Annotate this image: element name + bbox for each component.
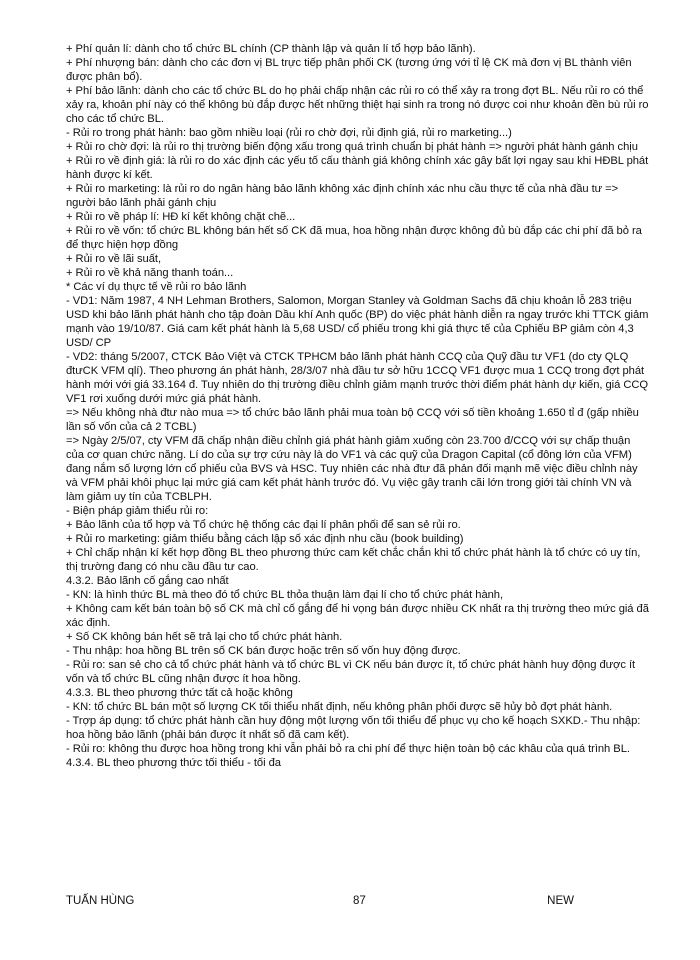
- paragraph: - Rủi ro: san sẻ cho cả tổ chức phát hành và tổ chức BL vì CK nếu bán được ít, tổ chức phát hành huy động được ít vốn và tổ chức BL cũng nhận được ít hoa hồng.: [66, 659, 636, 685]
- paragraph: + Phí quản lí: dành cho tổ chức BL chính (CP thành lập và quản lí tổ hợp bảo lãnh).: [66, 43, 476, 55]
- paragraph: + Bảo lãnh của tổ hợp và Tổ chức hệ thống các đại lí phân phối để san sẻ rủi ro.: [66, 519, 461, 531]
- paragraph: - Trợp áp dụng: tổ chức phát hành cần huy động một lượng vốn tối thiểu để phục vụ cho kế hoạch SXKD.- Thu nhập: hoa hồng bảo lãnh (phải bán được ít nhất số đã cam kết).: [66, 715, 641, 741]
- paragraph: + Rủi ro về vốn: tổ chức BL không bán hết số CK đã mua, hoa hồng nhận được không đủ bù đắp các chi phí đã bỏ ra để thực hiện hợp đồng: [66, 225, 642, 251]
- page-number: 87: [353, 895, 366, 907]
- page-footer: [66, 893, 650, 909]
- paragraph: + Rủi ro marketing: giảm thiểu bằng cách lập số xác định nhu cầu (book building): [66, 533, 464, 545]
- paragraph: + Chỉ chấp nhận kí kết hợp đồng BL theo phương thức cam kết chắc chắn khi tổ chức phát hành là tổ chức có uy tín, thị trường đang có nhu cầu đầu tư cao.: [66, 547, 641, 573]
- paragraph: => Ngày 2/5/07, cty VFM đã chấp nhận điều chỉnh giá phát hành giảm xuống còn 23.700 đ/CCQ với sự chấp thuận của cơ quan chức năng. Lí do của sự trợ cứu này là do VF1 và các quỹ của Dragon Capital (cổ đông lớn của VFM) đang nắm số lượng lớn cổ phiếu của BVS và HSC. Tuy nhiên các nhà đtư đã phản đối mạnh mẽ việc điều chỉnh này và VFM phải khôi phục lại mức giá cam kết phát hành trước đó. Vụ việc gây tranh cãi lớn trong giới tài chính VN và làm giảm uy tín của TCBLPH.: [66, 435, 638, 503]
- footer-tag: NEW: [547, 895, 574, 907]
- section-heading: 4.3.3. BL theo phương thức tất cả hoặc không: [66, 687, 293, 699]
- paragraph: - Rủi ro trong phát hành: bao gồm nhiều loại (rủi ro chờ đợi, rủi định giá, rủi ro marketing...): [66, 127, 512, 139]
- paragraph: + Không cam kết bán toàn bộ số CK mà chỉ cố gắng để hi vọng bán được nhiều CK nhất ra thị trường theo mức giá đã xác định.: [66, 603, 649, 629]
- paragraph: + Rủi ro về pháp lí: HĐ kí kết không chặt chẽ...: [66, 211, 296, 223]
- section-heading: 4.3.4. BL theo phương thức tối thiểu - tối đa: [66, 757, 281, 769]
- section-heading: 4.3.2. Bảo lãnh cố gắng cao nhất: [66, 575, 229, 587]
- paragraph: + Rủi ro về định giá: là rủi ro do xác định các yếu tố cấu thành giá không chính xác gây bất lợi ngay sau khi HĐBL phát hành được kí kết.: [66, 155, 649, 181]
- paragraph: - VD1: Năm 1987, 4 NH Lehman Brothers, Salomon, Morgan Stanley và Goldman Sachs đã chịu khoản lỗ 283 triệu USD khi bảo lãnh phát hành cho tập đoàn Dầu khí Anh quốc (BP) do việc phát hành diễn ra ngay trước khi TTCK giảm mạnh vào 19/10/87. Giá cam kết phát hành là 5,68 USD/ cổ phiếu trong khi giá thực tế của Cphiếu BP giảm còn 4,3 USD/ CP: [66, 295, 649, 349]
- paragraph: - Rủi ro: không thu được hoa hồng trong khi vẫn phải bỏ ra chi phí để thực hiện toàn bộ các khâu của quá trình BL.: [66, 743, 630, 755]
- footer-author: TUẤN HÙNG: [66, 895, 135, 907]
- paragraph: + Rủi ro về khả năng thanh toán...: [66, 267, 234, 279]
- paragraph: + Rủi ro về lãi suất,: [66, 253, 162, 265]
- paragraph: - KN: tổ chức BL bán một số lượng CK tối thiểu nhất định, nếu không phân phối được sẽ hủy bỏ đợt phát hành.: [66, 701, 613, 713]
- section-heading: * Các ví dụ thực tế về rủi ro bảo lãnh: [66, 281, 247, 293]
- paragraph: + Số CK không bán hết sẽ trả lại cho tổ chức phát hành.: [66, 631, 343, 643]
- paragraph: => Nếu không nhà đtư nào mua => tổ chức bảo lãnh phải mua toàn bộ CCQ với số tiền khoảng 1.650 tỉ đ (gấp nhiều lần số vốn của cả 2 TCBL): [66, 407, 639, 433]
- paragraph: - Biện pháp giảm thiểu rủi ro:: [66, 505, 209, 517]
- paragraph: - KN: là hình thức BL mà theo đó tổ chức BL thỏa thuận làm đại lí cho tổ chức phát hành,: [66, 589, 504, 601]
- paragraph: + Rủi ro marketing: là rủi ro do ngân hàng bảo lãnh không xác định chính xác nhu cầu thực tế của nhà đầu tư => người bảo lãnh phải gánh chịu: [66, 183, 619, 209]
- paragraph: - Thu nhập: hoa hồng BL trên số CK bán được hoặc trên số vốn huy động được.: [66, 645, 461, 657]
- body-text: [66, 42, 650, 770]
- paragraph: - VD2: tháng 5/2007, CTCK Bảo Việt và CTCK TPHCM bảo lãnh phát hành CCQ của Quỹ đầu tư VF1 (do cty QLQ đtưCK VFM qlí). Theo phương án phát hành, 28/3/07 nhà đầu tư sở hữu 1CCQ VF1 được mua 1 CCQ trong đợt phát hành mới với giá 33.164 đ. Tuy nhiên do thị trường điều chỉnh giảm mạnh trước thời điểm phát hành dự kiến, giá CCQ VF1 rơi xuống dưới mức giá phát hành.: [66, 351, 649, 405]
- paragraph: + Phí bảo lãnh: dành cho các tổ chức BL do họ phải chấp nhận các rủi ro có thể xảy ra trong đợt BL. Nếu rủi ro có thể xảy ra, khoản phí này có thể không bù đắp được hết những thiệt hại sinh ra trong nó được coi như khoản đền bù rủi ro cho các tổ chức BL.: [66, 85, 649, 125]
- paragraph: + Rủi ro chờ đợi: là rủi ro thị trường biến động xấu trong quá trình chuẩn bị phát hành => người phát hành gánh chịu: [66, 141, 638, 153]
- paragraph: + Phí nhượng bán: dành cho các đơn vị BL trực tiếp phân phối CK (tương ứng với tỉ lệ CK mà đơn vị BL thành viên được phân bổ).: [66, 57, 632, 83]
